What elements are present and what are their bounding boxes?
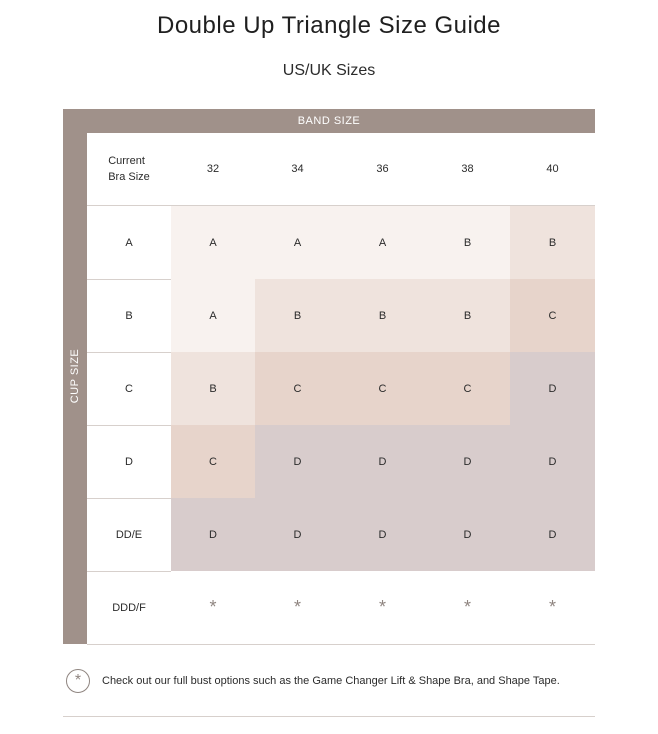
size-cell: D bbox=[510, 425, 595, 498]
size-table bbox=[87, 133, 595, 644]
size-cell: D bbox=[171, 498, 255, 571]
size-cell: D bbox=[510, 498, 595, 571]
table-row bbox=[87, 352, 595, 426]
table-row bbox=[87, 571, 595, 645]
asterisk-icon: * bbox=[171, 571, 255, 644]
corner-label-line1: Current bbox=[108, 155, 145, 167]
table-row bbox=[87, 425, 595, 499]
page-subtitle: US/UK Sizes bbox=[282, 62, 376, 79]
band-size-40: 40 bbox=[546, 163, 559, 175]
asterisk-icon: * bbox=[425, 571, 510, 644]
cup-size-label-cell: DD/E bbox=[115, 528, 143, 541]
size-cell: A bbox=[255, 206, 340, 279]
footer-note bbox=[66, 667, 560, 695]
size-cell: D bbox=[255, 498, 340, 571]
footer-divider bbox=[63, 716, 595, 717]
band-size-36: 36 bbox=[376, 163, 389, 175]
size-cell: C bbox=[340, 352, 425, 425]
band-size-34: 34 bbox=[291, 163, 304, 175]
size-cell: B bbox=[255, 279, 340, 352]
size-cell: D bbox=[255, 425, 340, 498]
band-size-label: BAND SIZE bbox=[297, 115, 361, 127]
cup-size-label-cell: C bbox=[125, 382, 133, 395]
size-cell: B bbox=[510, 206, 595, 279]
corner-label-line2: Bra Size bbox=[108, 171, 150, 183]
band-size-row bbox=[87, 133, 595, 206]
band-size-32: 32 bbox=[206, 163, 220, 175]
size-cell: D bbox=[510, 352, 595, 425]
current-bra-size-label bbox=[87, 133, 171, 205]
size-cell: C bbox=[510, 279, 595, 352]
asterisk-icon: * bbox=[255, 571, 340, 644]
footer-note-text: Check out our full bust options such as the Game Changer Lift & Shape Bra, and Shape Tape. bbox=[102, 675, 560, 687]
size-cell: C bbox=[425, 352, 510, 425]
table-row bbox=[87, 206, 595, 280]
band-size-38: 38 bbox=[461, 163, 474, 175]
table-row bbox=[87, 279, 595, 353]
size-cell: D bbox=[340, 425, 425, 498]
size-cell: D bbox=[340, 498, 425, 571]
size-cell: B bbox=[425, 206, 510, 279]
cup-size-label-cell: B bbox=[125, 309, 133, 322]
size-cell: C bbox=[171, 425, 255, 498]
table-row bbox=[87, 498, 595, 572]
size-cell: B bbox=[340, 279, 425, 352]
asterisk-icon: * bbox=[340, 571, 425, 644]
cup-size-label-cell: A bbox=[125, 236, 133, 249]
band-size-header bbox=[63, 109, 595, 133]
size-cell: D bbox=[425, 498, 510, 571]
page-title: Double Up Triangle Size Guide bbox=[156, 12, 502, 39]
cup-size-label-cell: D bbox=[125, 455, 133, 468]
asterisk-circle-icon: * bbox=[66, 669, 90, 693]
size-cell: A bbox=[340, 206, 425, 279]
size-cell: A bbox=[171, 279, 255, 352]
size-cell: A bbox=[171, 206, 255, 279]
asterisk-icon: * bbox=[510, 571, 595, 644]
cup-size-label: CUP SIZE bbox=[69, 348, 81, 404]
size-cell: C bbox=[255, 352, 340, 425]
size-cell: D bbox=[425, 425, 510, 498]
size-cell: B bbox=[171, 352, 255, 425]
cup-size-label-cell: DDD/F bbox=[112, 601, 146, 614]
size-cell: B bbox=[425, 279, 510, 352]
